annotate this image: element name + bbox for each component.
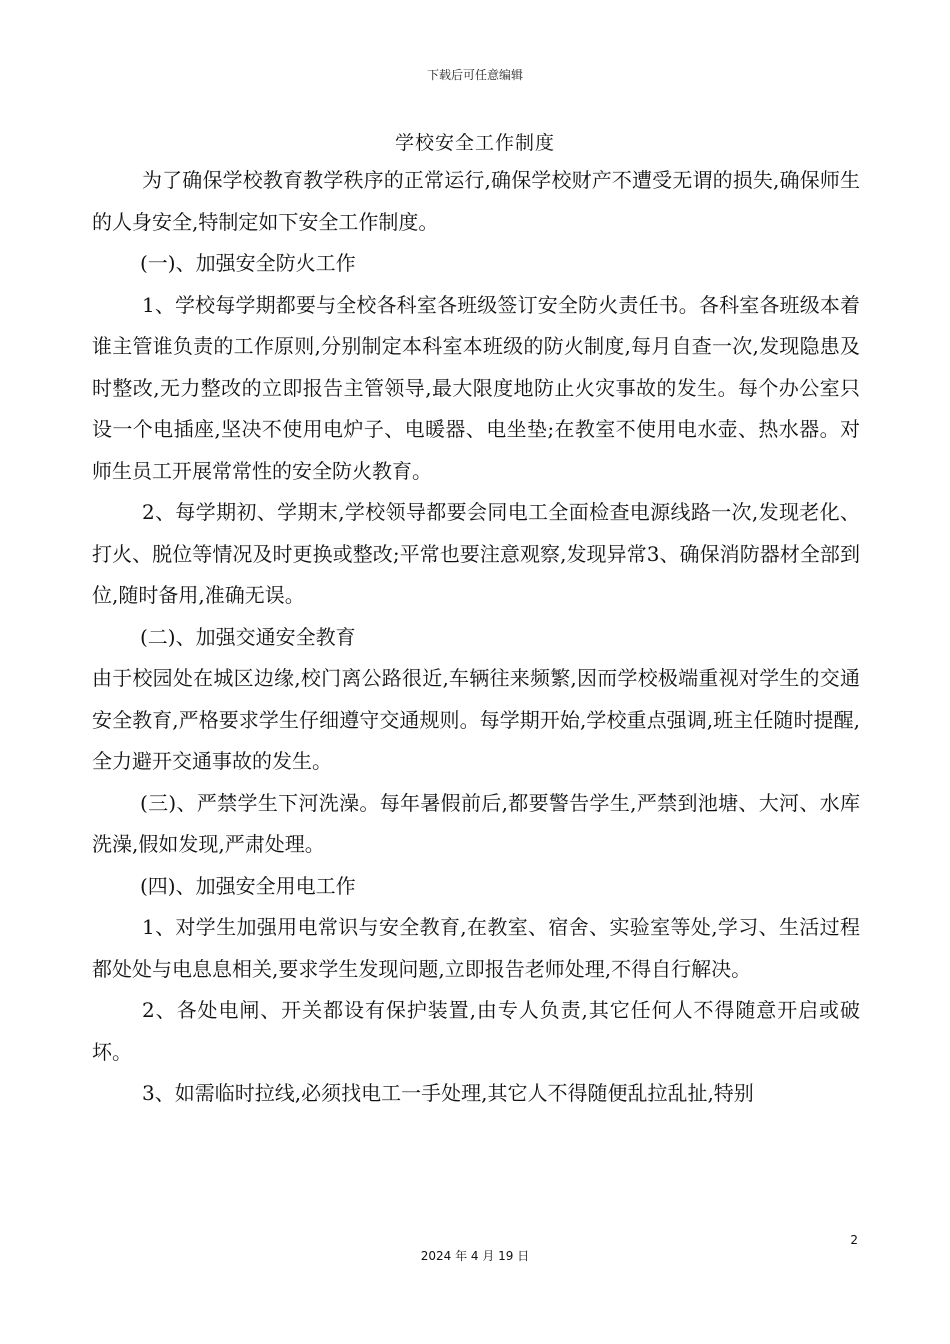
paragraph-fire-1: 1、学校每学期都要与全校各科室各班级签订安全防火责任书。各科室各班级本着谁主管谁负责的工作原则,分别制定本科室本班级的防火制度,每月自查一次,发现隐患及时整改,无力整改的立即报告主管领导,最大限度地防止火灾事故的发生。每个办公室只设一个电插座,坚决不使用电炉子、电暖器、电坐垫;在教室不使用电水壶、热水器。对师生员工开展常常性的安全防火教育。 <box>92 292 860 483</box>
paragraph-electric-1: 1、对学生加强用电常识与安全教育,在教室、宿舍、实验室等处,学习、生活过程都处处与电息息相关,要求学生发现问题,立即报告老师处理,不得自行解决。 <box>92 915 860 981</box>
paragraph-electric-3: 3、如需临时拉线,必须找电工一手处理,其它人不得随便乱拉乱扯,特别 <box>142 1081 754 1105</box>
paragraph-fire-2: 2、每学期初、学期末,学校领导都要会同电工全面检查电源线路一次,发现老化、打火、脱位等情况及时更换或整改;平常也要注意观察,发现异常3、确保消防器材全部到位,随时备用,准确无误。 <box>92 500 860 607</box>
section-heading-fire: (一)、加强安全防火工作 <box>140 251 356 275</box>
section-heading-electric: (四)、加强安全用电工作 <box>140 873 356 898</box>
document-title: 学校安全工作制度 <box>394 132 555 154</box>
footer-date: 2024 年 4 月 19 日 <box>420 1249 530 1263</box>
paragraph-swimming: (三)、严禁学生下河洗澡。每年暑假前后,都要警告学生,严禁到池塘、大河、水库洗澡,假如发现,严肃处理。 <box>92 790 860 856</box>
paragraph-intro: 为了确保学校教育教学秩序的正常运行,确保学校财产不遭受无谓的损失,确保师生的人身安全,特制定如下安全工作制度。 <box>92 168 860 234</box>
paragraph-traffic: 由于校园处在城区边缘,校门离公路很近,车辆往来频繁,因而学校极端重视对学生的交通安全教育,严格要求学生仔细遵守交通规则。每学期开始,学校重点强调,班主任随时提醒,全力避开交通事故的发生。 <box>92 666 860 773</box>
section-heading-traffic: (二)、加强交通安全教育 <box>140 624 356 649</box>
document-body <box>92 160 860 1115</box>
page-number: 2 <box>850 1233 858 1247</box>
header-note: 下载后可任意编辑 <box>426 68 523 82</box>
paragraph-electric-2: 2、各处电闸、开关都设有保护装置,由专人负责,其它任何人不得随意开启或破坏。 <box>92 998 860 1064</box>
